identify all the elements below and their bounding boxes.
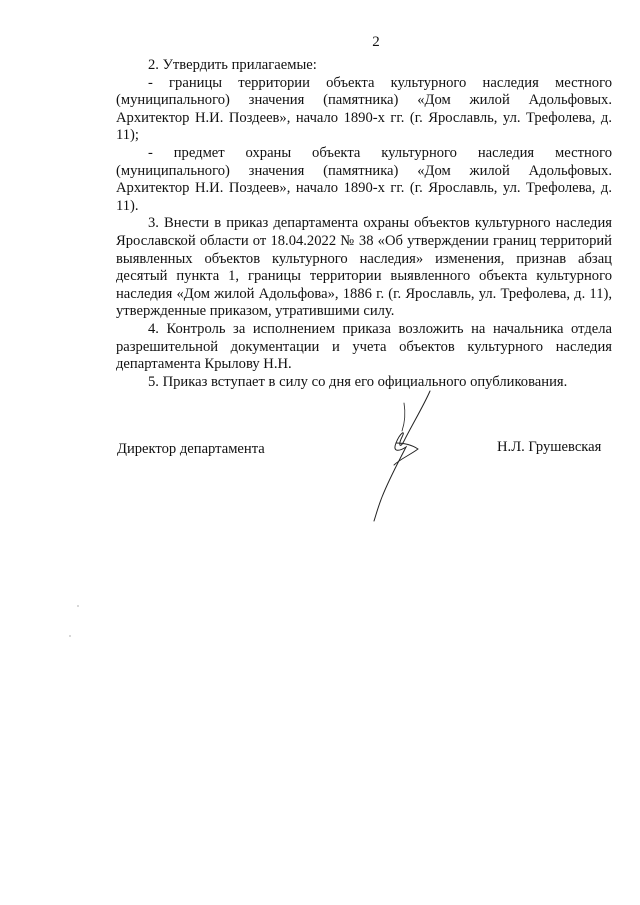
scan-artifacts <box>60 600 80 640</box>
handwritten-signature <box>360 385 450 525</box>
paragraph-item-3: 3. Внести в приказ департамента охраны объектов культурного наследия Ярославской области от 18.04.2022 № 38 «Об утверждении границ территорий выявленных объектов культурного наследия» изменения, признав абзац десятый пункта 1, границы территории выявленного объекта культурного наследия «Дом жилой Адольфова», 1886 г. (г. Ярославль, ул. Трефолева, д. 11), утвержденные приказом, утратившими силу. <box>116 215 612 320</box>
page-number: 2 <box>372 34 380 50</box>
signatory-title: Директор департамента <box>117 441 265 457</box>
paragraph-item-2-protection-subject: - предмет охраны объекта культурного наследия местного (муниципального) значения (памятника) «Дом жилой Адольфовых. Архитектор Н.И. Поздеев», начало 1890-х гг. (г. Ярославль, ул. Трефолева, д. 11). <box>116 144 612 214</box>
signatory-name: Н.Л. Грушевская <box>497 439 602 455</box>
paragraph-item-2: 2. Утвердить прилагаемые: <box>148 57 317 73</box>
paragraph-item-4: 4. Контроль за исполнением приказа возложить на начальника отдела разрешительной документации и учета объектов культурного наследия департамента Крылову Н.Н. <box>116 320 612 373</box>
document-body <box>116 57 612 391</box>
paragraph-item-2-boundaries: - границы территории объекта культурного наследия местного (муниципального) значения (памятника) «Дом жилой Адольфовых. Архитектор Н.И. Поздеев», начало 1890-х гг. (г. Ярославль, ул. Трефолева, д. 11); <box>116 74 612 144</box>
paragraph-item-5: 5. Приказ вступает в силу со дня его официального опубликования. <box>148 373 568 390</box>
